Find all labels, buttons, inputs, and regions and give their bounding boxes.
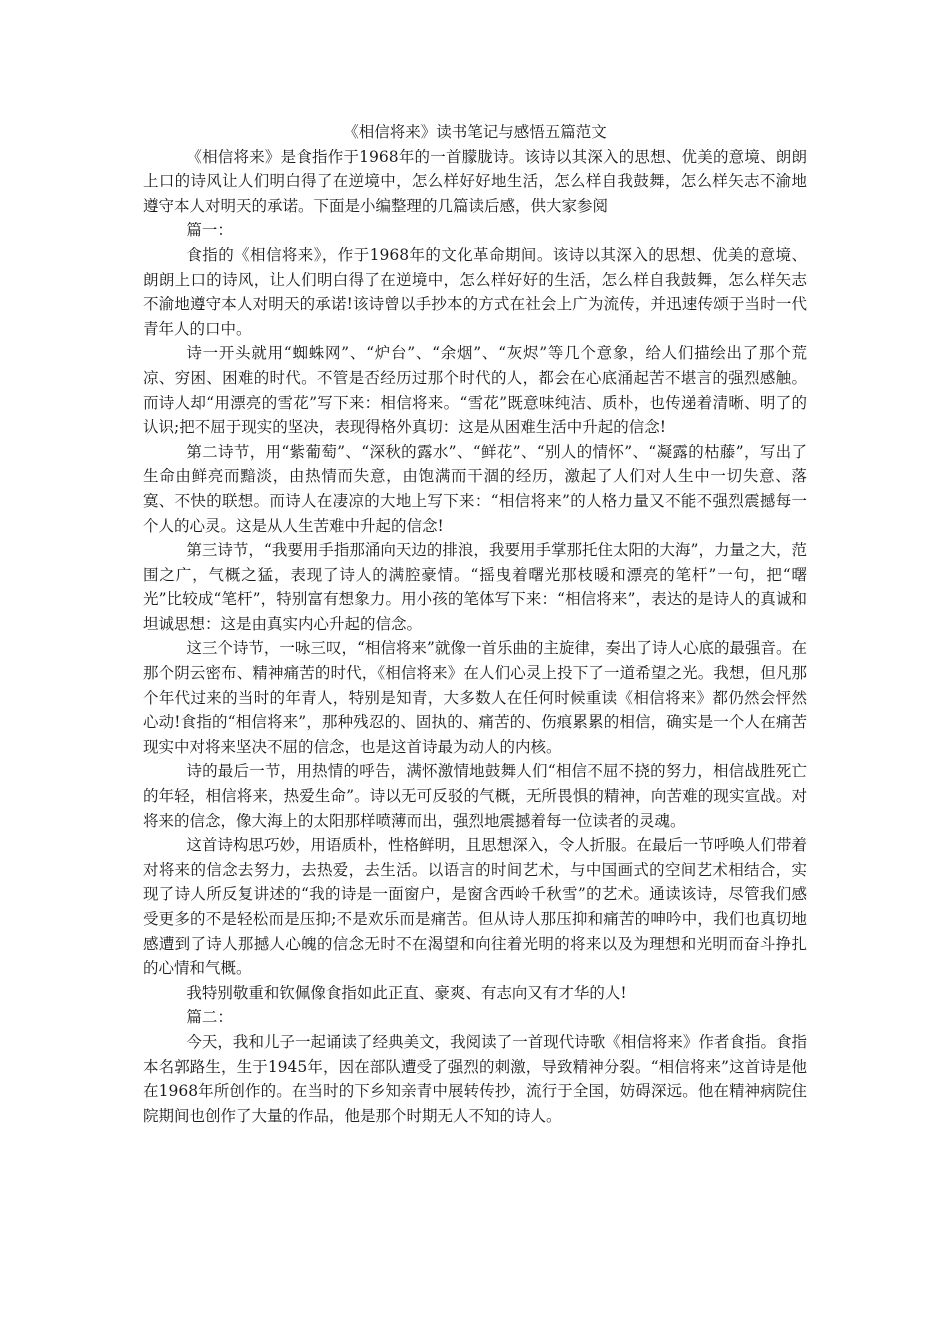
body-paragraph: 这三个诗节，一咏三叹，“相信将来”就像一首乐曲的主旋律，奏出了诗人心底的最强音。在那个阴云密布、精神痛苦的时代，《相信将来》在人们心灵上投下了一道希望之光。我想，但凡那个年代过来的当时的年青人，特别是知青，大多数人在任何时候重读《相信将来》都仍然会怦然心动!食指的“相信将来”，那种残忍的、固执的、痛苦的、伤痕累累的相信，确实是一个人在痛苦现实中对将来坚决不屈的信念，也是这首诗最为动人的内核。 [143, 639, 807, 756]
body-paragraph: 这首诗构思巧妙，用语质朴，性格鲜明，且思想深入，令人折服。在最后一节呼唤人们带着对将来的信念去努力，去热爱，去生活。以语言的时间艺术，与中国画式的空间艺术相结合，实现了诗人所反复讲述的“我的诗是一面窗户，是窗含西岭千秋雪”的艺术。通读该诗，尽管我们感受更多的不是轻松而是压抑;不是欢乐而是痛苦。但从诗人那压抑和痛苦的呻吟中，我们也真切地感遭到了诗人那撼人心魄的信念无时不在渴望和向往着光明的将来以及为理想和光明而奋斗挣扎的心情和气概。 [143, 836, 807, 978]
body-paragraph: 食指的《相信将来》，作于1968年的文化革命期间。该诗以其深入的思想、优美的意境、朗朗上口的诗风，让人们明白得了在逆境中，怎么样好好的生活，怎么样自我鼓舞，怎么样矢志不渝地遵守本人对明天的承诺!该诗曾以手抄本的方式在社会上广为流传，并迅速传颂于当时一代青年人的口中。 [143, 245, 807, 338]
document-body [143, 120, 807, 1128]
document-title: 《相信将来》读书笔记与感悟五篇范文 [343, 123, 607, 141]
body-paragraph: 今天，我和儿子一起诵读了经典美文，我阅读了一首现代诗歌《相信将来》作者食指。食指本名郭路生，生于1945年，因在部队遭受了强烈的刺激，导致精神分裂。“相信将来”这首诗是他在1968年所创作的。在当时的下乡知亲青中展转传抄，流行于全国，妨碍深远。他在精神病院住院期间也创作了大量的作品，他是那个时期无人不知的诗人。 [143, 1032, 807, 1125]
body-paragraph: 诗一开头就用“蜘蛛网”、“炉台”、“余烟”、“灰烬”等几个意象，给人们描绘出了那个荒凉、穷困、困难的时代。不管是否经历过那个时代的人，都会在心底涌起苦不堪言的强烈感触。而诗人却“用漂亮的雪花”写下来：相信将来。“雪花”既意味纯洁、质朴，也传递着清晰、明了的认识;把不屈于现实的坚决，表现得格外真切：这是从困难生活中升起的信念! [143, 344, 807, 437]
section-heading-2: 篇二： [186, 1008, 233, 1027]
section-heading-1: 篇一： [186, 221, 233, 240]
intro-paragraph: 《相信将来》是食指作于1968年的一首朦胧诗。该诗以其深入的思想、优美的意境、朗朗上口的诗风让人们明白得了在逆境中，怎么样好好地生活，怎么样自我鼓舞，怎么样矢志不渝地遵守本人对明天的承诺。下面是小编整理的几篇读后感，供大家参阅 [143, 147, 807, 215]
body-paragraph: 第二诗节，用“紫葡萄”、“深秋的露水”、“鲜花”、“别人的情怀”、“凝露的枯藤”，写出了生命由鲜亮而黯淡，由热情而失意，由饱满而干涸的经历，激起了人们对人生中一切失意、落寞、不快的联想。而诗人在凄凉的大地上写下来：“相信将来”的人格力量又不能不强烈震撼每一个人的心灵。这是从人生苦难中升起的信念! [143, 442, 807, 535]
body-paragraph: 第三诗节，“我要用手指那涌向天边的排浪，我要用手掌那托住太阳的大海”，力量之大，范围之广，气概之猛，表现了诗人的满腔豪情。“摇曳着曙光那枝暖和漂亮的笔杆”一句，把“曙光”比较成“笔杆”，特别富有想象力。用小孩的笔体写下来：“相信将来”，表达的是诗人的真诚和坦诚思想：这是由真实内心升起的信念。 [143, 541, 807, 633]
body-paragraph: 诗的最后一节，用热情的呼告，满怀激情地鼓舞人们“相信不屈不挠的努力，相信战胜死亡的年轻，相信将来，热爱生命”。诗以无可反驳的气概，无所畏惧的精神，向苦难的现实宣战。对将来的信念，像大海上的太阳那样喷薄而出，强烈地震撼着每一位读者的灵魂。 [143, 762, 807, 830]
body-paragraph: 我特别敬重和钦佩像食指如此正直、豪爽、有志向又有才华的人! [186, 983, 627, 1002]
